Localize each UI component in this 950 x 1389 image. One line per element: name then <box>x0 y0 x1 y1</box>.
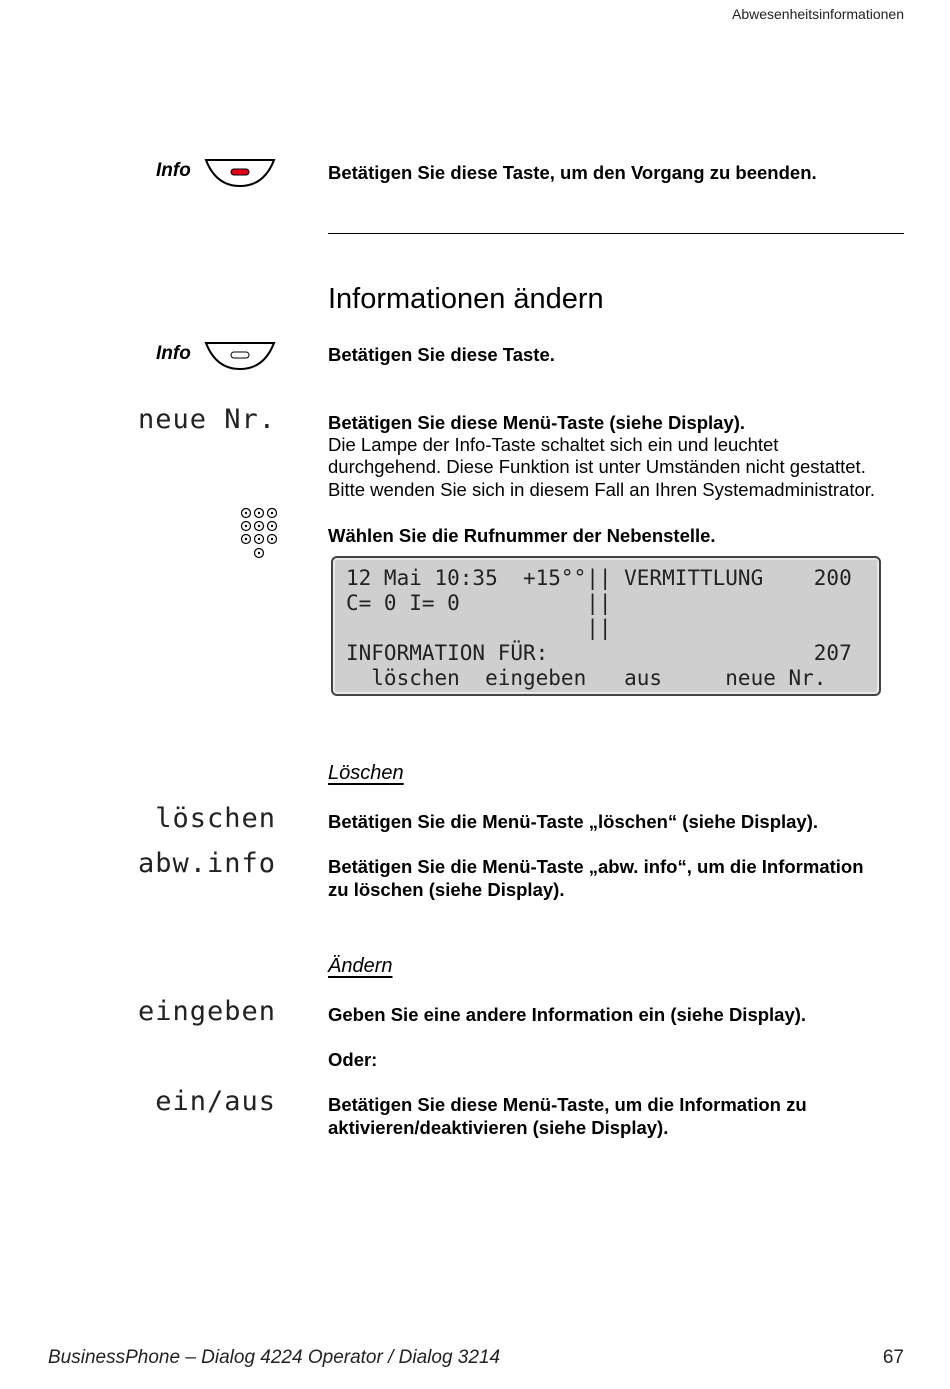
running-header: Abwesenheitsinformationen <box>732 6 904 22</box>
instruction-abw-info-1: Betätigen Sie die Menü-Taste „abw. info“, um die Information <box>328 856 864 877</box>
display-line-2: C= 0 I= 0 || <box>346 591 612 615</box>
subheading-loeschen: Löschen <box>328 762 404 784</box>
lcd-label-loeschen: löschen <box>155 803 276 834</box>
instruction-dial: Wählen Sie die Rufnummer der Nebenstelle. <box>328 525 716 546</box>
instruction-abw-info-2: zu löschen (siehe Display). <box>328 879 565 900</box>
body-line-2: durchgehend. Diese Funktion ist unter Umständen nicht gestattet. <box>328 456 866 477</box>
instruction-info: Betätigen Sie diese Taste. <box>328 344 555 365</box>
instruction-end: Betätigen Sie diese Taste, um den Vorgang zu beenden. <box>328 162 817 183</box>
display-line-1: 12 Mai 10:35 +15°°|| VERMITTLUNG 200 <box>346 566 852 590</box>
instruction-ein-aus-2: aktivieren/deaktivieren (siehe Display). <box>328 1117 669 1138</box>
instruction-ein-aus-1: Betätigen Sie diese Menü-Taste, um die Information zu <box>328 1094 807 1115</box>
display-line-3: || <box>346 616 612 640</box>
page-number: 67 <box>882 1347 904 1368</box>
instruction-neue-nr: Betätigen Sie diese Menü-Taste (siehe Display). <box>328 412 746 433</box>
info-key-label: Info <box>156 160 191 181</box>
body-line-1: Die Lampe der Info-Taste schaltet sich ein und leuchtet <box>328 434 779 455</box>
info-key-icon <box>204 340 276 372</box>
section-title: Informationen ändern <box>328 283 604 315</box>
phone-display <box>331 556 881 696</box>
section-divider <box>328 233 904 234</box>
display-line-5: löschen eingeben aus neue Nr. <box>346 666 827 690</box>
lcd-label-neue-nr: neue Nr. <box>137 404 276 435</box>
info-key-label-2: Info <box>156 343 191 364</box>
keypad-icon <box>240 507 278 561</box>
instruction-loeschen: Betätigen Sie die Menü-Taste „löschen“ (siehe Display). <box>328 811 819 832</box>
body-line-3: Bitte wenden Sie sich in diesem Fall an Ihren Systemadministrator. <box>328 479 876 500</box>
footer-title: BusinessPhone – Dialog 4224 Operator / Dialog 3214 <box>48 1347 501 1368</box>
red-lamp-key-icon <box>204 157 276 189</box>
lcd-label-ein-aus: ein/aus <box>155 1086 276 1117</box>
subheading-aendern: Ändern <box>328 955 393 977</box>
lcd-label-eingeben: eingeben <box>137 996 276 1027</box>
lcd-label-abw-info: abw.info <box>137 848 276 879</box>
display-line-4: INFORMATION FÜR: 207 <box>346 641 852 665</box>
instruction-eingeben: Geben Sie eine andere Information ein (siehe Display). <box>328 1004 807 1025</box>
oder-label: Oder: <box>328 1049 378 1070</box>
